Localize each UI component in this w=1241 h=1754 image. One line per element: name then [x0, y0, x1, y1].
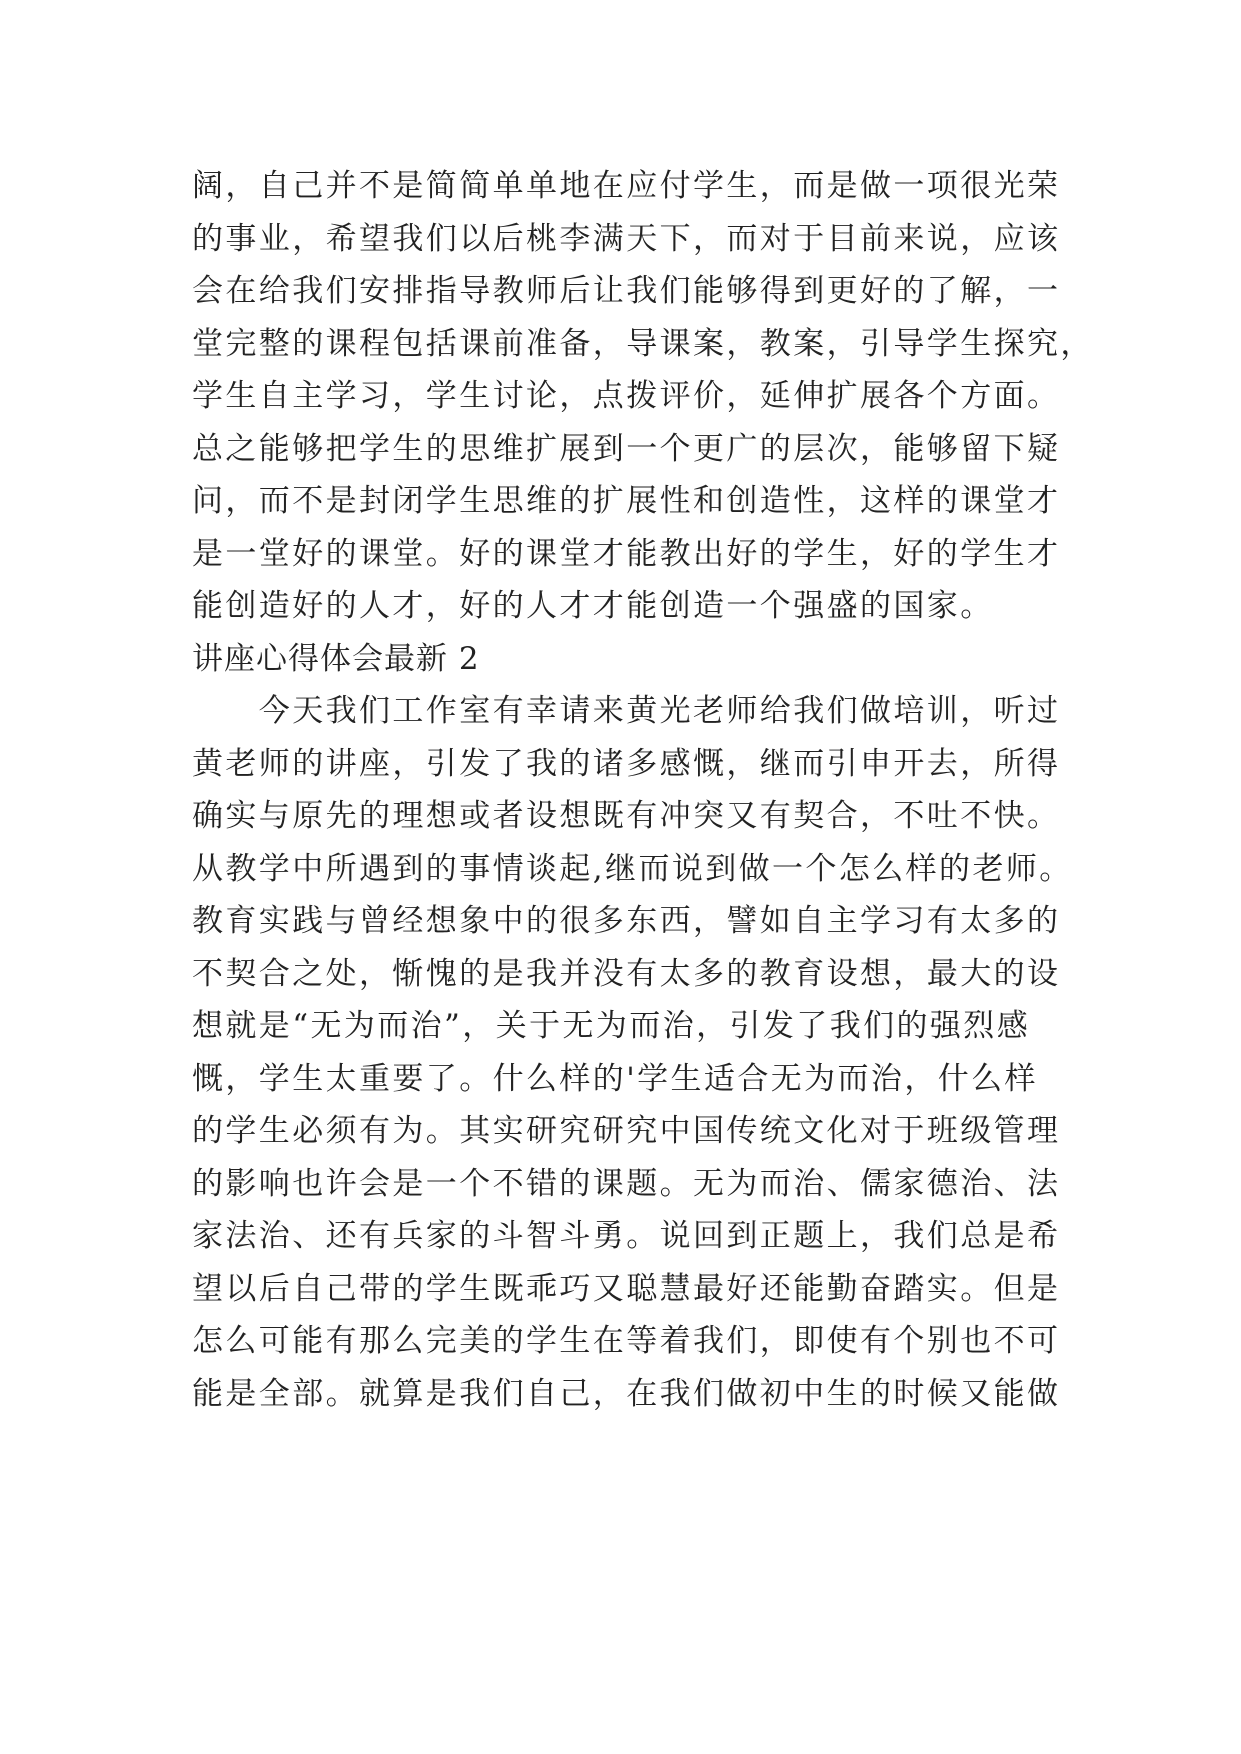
text-line: 能创造好的人才，好的人才才能创造一个强盛的国家。 [192, 588, 994, 624]
text-line: 家法治、还有兵家的斗智斗勇。说回到正题上，我们总是希 [192, 1218, 1061, 1254]
text-line: 问，而不是封闭学生思维的扩展性和创造性，这样的课堂才 [192, 483, 1061, 519]
text-line: 的学生必须有为。其实研究研究中国传统文化对于班级管理 [192, 1113, 1061, 1149]
text-line: 阔，自己并不是简简单单地在应付学生，而是做一项很光荣 [192, 168, 1061, 204]
text-line: 从教学中所遇到的事情谈起,继而说到做一个怎么样的老师。 [192, 850, 1073, 887]
text-line: 黄老师的讲座，引发了我的诸多感慨，继而引申开去，所得 [192, 745, 1061, 782]
text-line: 会在给我们安排指导教师后让我们能够得到更好的了解，一 [192, 273, 1061, 309]
text-line: 是一堂好的课堂。好的课堂才能教出好的学生，好的学生才 [192, 535, 1061, 572]
text-line: 望以后自己带的学生既乖巧又聪慧最好还能勤奋踏实。但是 [192, 1270, 1061, 1307]
document-body [192, 160, 1094, 1420]
text-line: 想就是“无为而治”，关于无为而治，引发了我们的强烈感 [192, 1008, 1031, 1044]
text-line: 怎么可能有那么完美的学生在等着我们，即使有个别也不可 [192, 1323, 1061, 1359]
text-line: 堂完整的课程包括课前准备，导课案，教案，引导学生探究， [192, 325, 1094, 362]
text-line: 今天我们工作室有幸请来黄光老师给我们做培训，听过 [192, 693, 1061, 729]
text-line: 不契合之处，惭愧的是我并没有太多的教育设想，最大的设 [192, 955, 1061, 992]
text-line: 的影响也许会是一个不错的课题。无为而治、儒家德治、法 [192, 1165, 1061, 1202]
text-line: 确实与原先的理想或者设想既有冲突又有契合，不吐不快。 [192, 798, 1061, 834]
text-line: 总之能够把学生的思维扩展到一个更广的层次，能够留下疑 [192, 430, 1061, 467]
text-line: 慨，学生太重要了。什么样的'学生适合无为而治，什么样 [192, 1060, 1038, 1097]
text-line: 的事业，希望我们以后桃李满天下，而对于目前来说，应该 [192, 220, 1061, 257]
text-line: 能是全部。就算是我们自己，在我们做初中生的时候又能做 [192, 1375, 1061, 1412]
text-line: 教育实践与曾经想象中的很多东西，譬如自主学习有太多的 [192, 903, 1061, 939]
section-heading: 讲座心得体会最新 2 [192, 640, 480, 677]
text-line: 学生自主学习，学生讨论，点拨评价，延伸扩展各个方面。 [192, 378, 1061, 414]
